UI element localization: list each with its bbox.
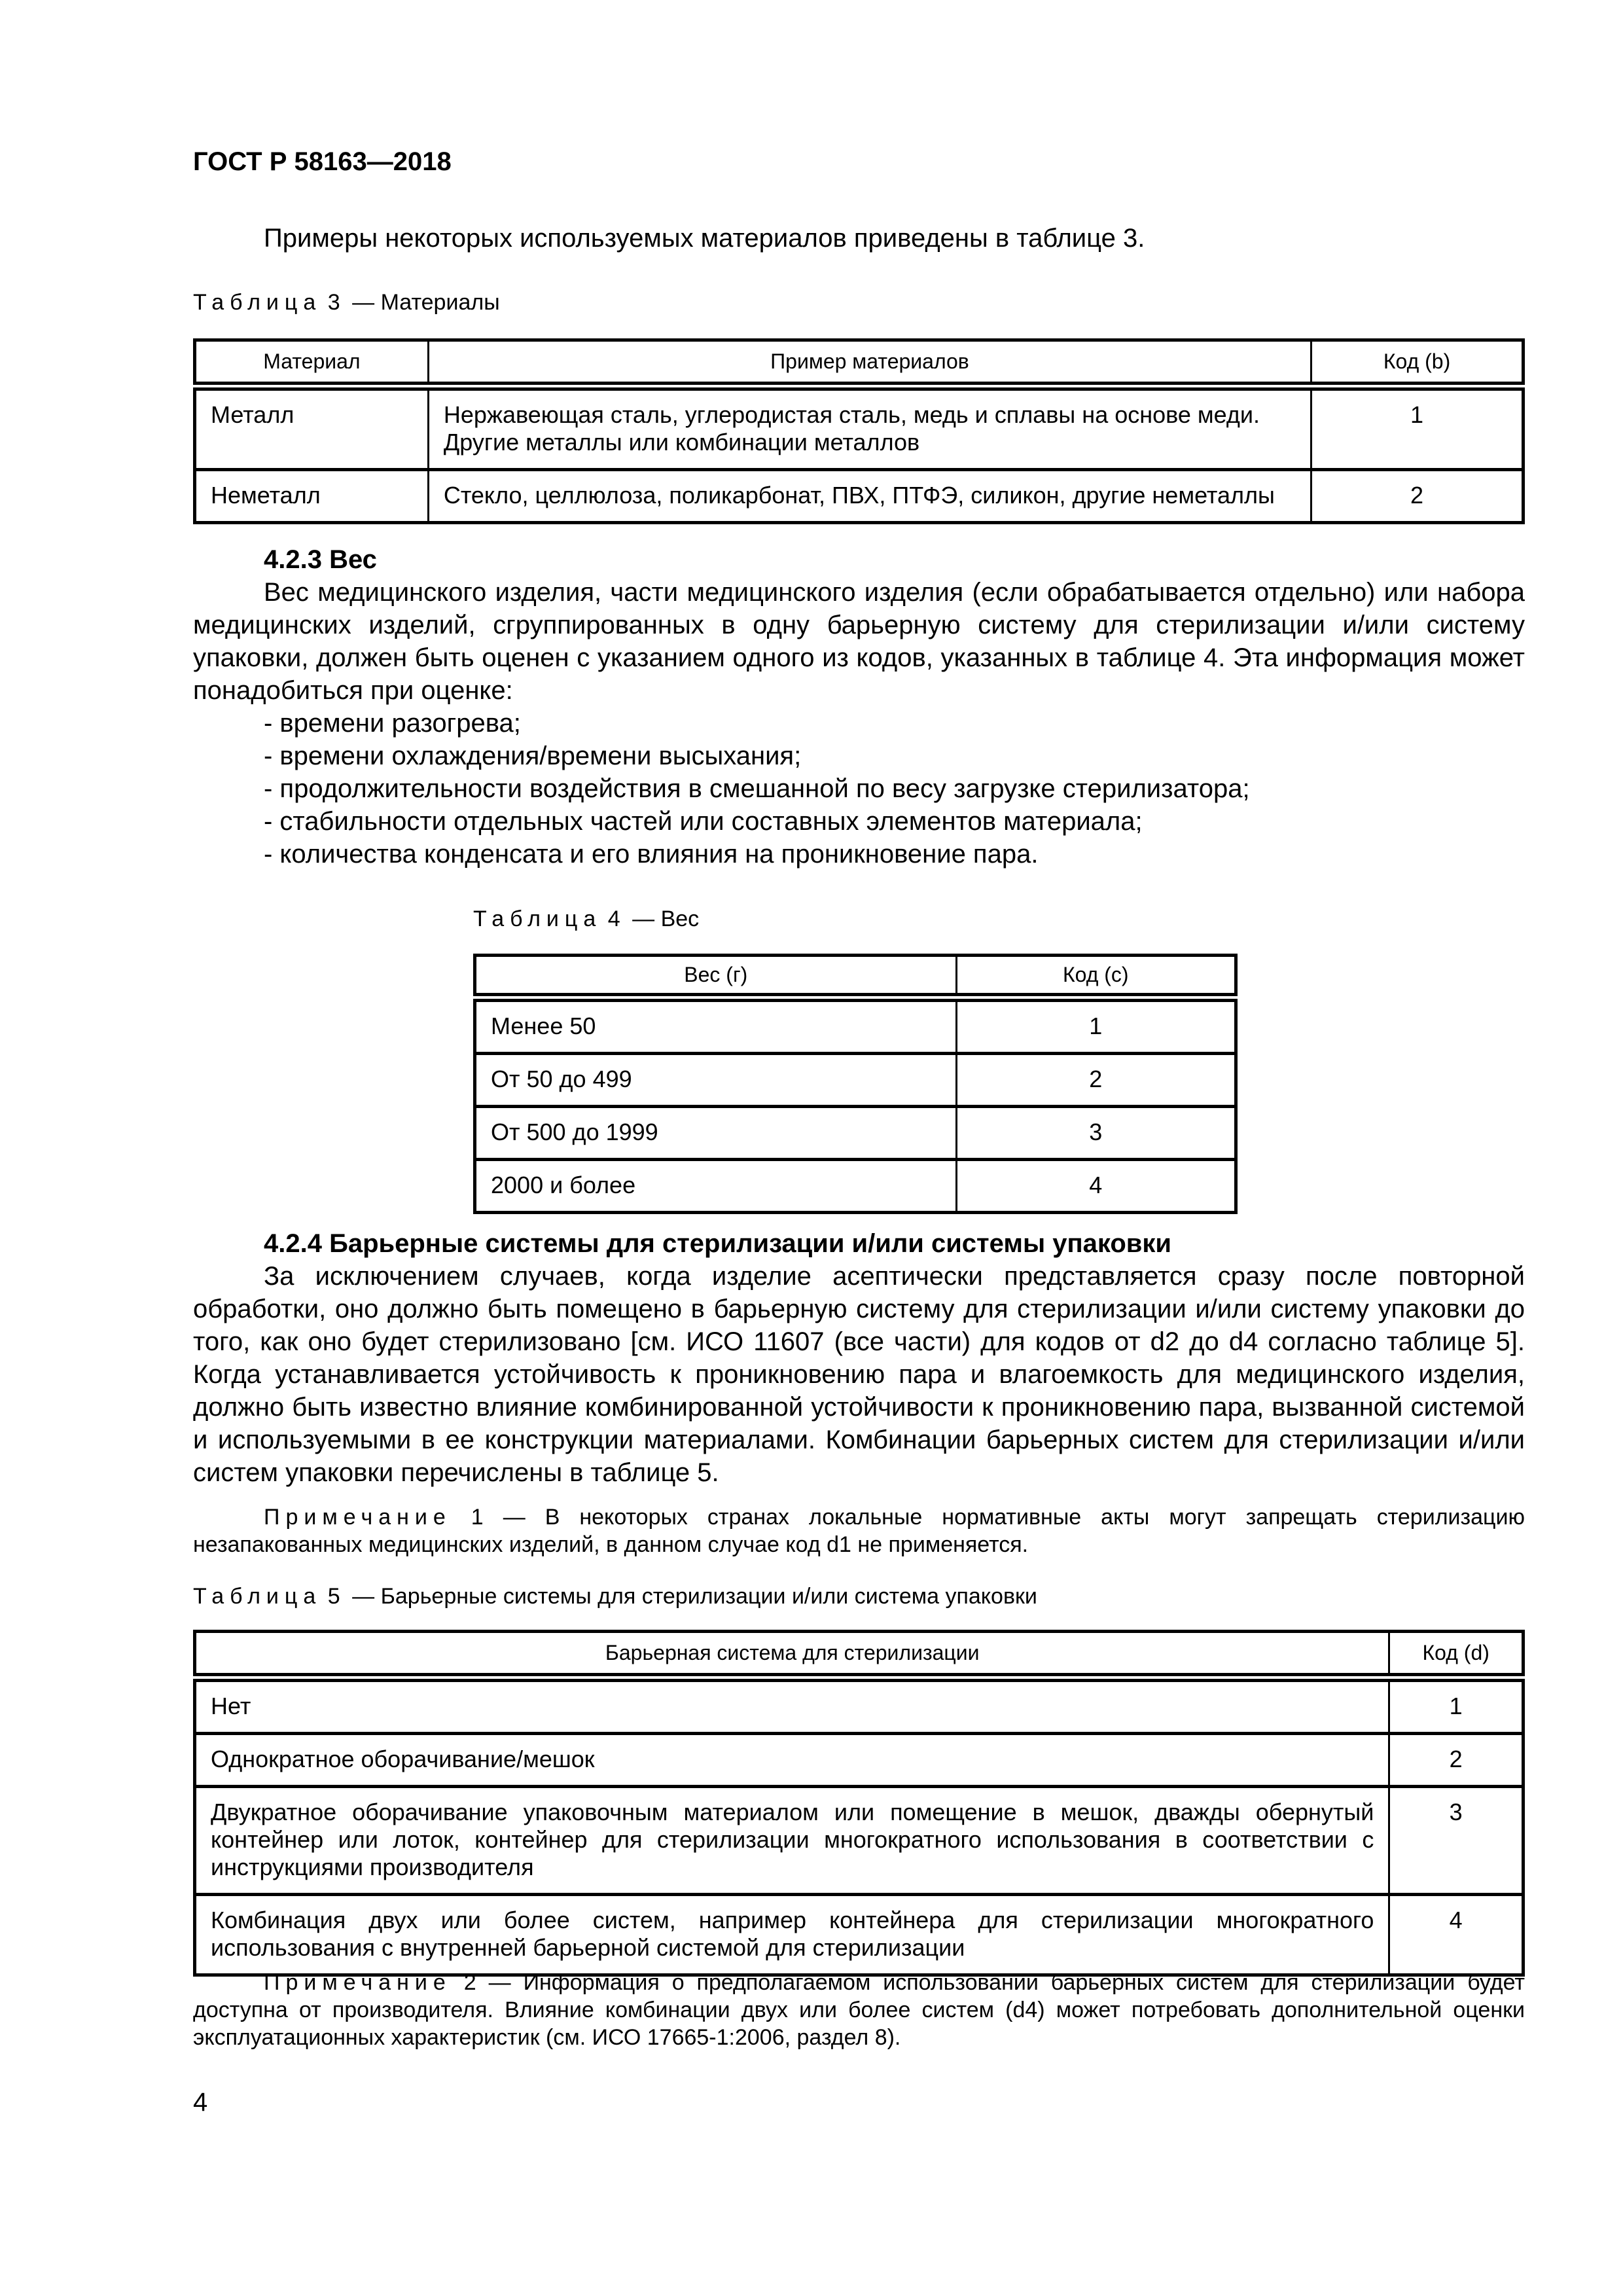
table-row bbox=[475, 997, 1236, 1054]
section-4-2-3-heading: 4.2.3 Вес bbox=[264, 545, 377, 574]
note-2-label: Примечание bbox=[264, 1970, 452, 1995]
table3-row2-examples: Стекло, целлюлоза, поликарбонат, ПВХ, ПТФЭ, силикон, другие неметаллы bbox=[428, 469, 1311, 522]
table-row bbox=[475, 1053, 1236, 1106]
table5-barrier-systems bbox=[193, 1630, 1525, 1977]
table3-col-examples: Пример материалов bbox=[428, 340, 1311, 386]
intro-text: Примеры некоторых используемых материалов приведены в таблице 3. bbox=[264, 224, 1145, 253]
list-item: - продолжительности воздействия в смешанной по весу загрузке стерилизатора; bbox=[264, 774, 1250, 803]
table5-row4-system: Комбинация двух или более систем, например контейнера для стерилизации многократного использования с внутренней барьерной системой для стерилизации bbox=[195, 1894, 1389, 1975]
table-row bbox=[195, 1733, 1524, 1786]
table5-row2-system: Однократное оборачивание/мешок bbox=[195, 1733, 1389, 1786]
table3-row1-material: Металл bbox=[195, 386, 429, 470]
note-1 bbox=[193, 1503, 1525, 1558]
table5-row2-code: 2 bbox=[1389, 1733, 1524, 1786]
table5-caption-prefix: Таблица bbox=[193, 1584, 322, 1609]
table5-caption bbox=[193, 1584, 1037, 1609]
table4-caption bbox=[473, 906, 699, 932]
table4-weight bbox=[473, 954, 1238, 1214]
table5-row3-system: Двукратное оборачивание упаковочным материалом или помещение в мешок, дважды обернутый контейнер или лоток, контейнер для стерилизации многократного использования в соответствии с инструкциями производителя bbox=[195, 1786, 1389, 1894]
table5-caption-number: 5 bbox=[327, 1584, 346, 1609]
table4-col-code: Код (c) bbox=[956, 956, 1236, 997]
table4-row2-weight: От 50 до 499 bbox=[475, 1053, 957, 1106]
table3-col-material: Материал bbox=[195, 340, 429, 386]
table-row bbox=[195, 1677, 1524, 1734]
table3-header-row bbox=[195, 340, 1524, 386]
table3-col-code: Код (b) bbox=[1311, 340, 1524, 386]
list-item: - стабильности отдельных частей или составных элементов материала; bbox=[264, 807, 1143, 836]
table5-col-system: Барьерная система для стерилизации bbox=[195, 1632, 1389, 1677]
table4-row1-weight: Менее 50 bbox=[475, 997, 957, 1054]
standard-id-header: ГОСТ Р 58163—2018 bbox=[193, 147, 452, 176]
list-item: - времени охлаждения/времени высыхания; bbox=[264, 742, 802, 770]
note-2 bbox=[193, 1969, 1525, 2051]
table4-caption-title: — Вес bbox=[632, 906, 700, 931]
table4-col-weight: Вес (г) bbox=[475, 956, 957, 997]
table3-caption-number: 3 bbox=[327, 290, 346, 315]
table-row bbox=[475, 1106, 1236, 1159]
table4-row4-code: 4 bbox=[956, 1159, 1236, 1212]
table4-header-row bbox=[475, 956, 1236, 997]
table3-materials bbox=[193, 338, 1525, 524]
table4-row2-code: 2 bbox=[956, 1053, 1236, 1106]
section-4-2-3-paragraph: Вес медицинского изделия, части медицинского изделия (если обрабатывается отдельно) или набора медицинских изделий, сгруппированных в одну барьерную систему для стерилизации и/или систему упаковки, должен быть оценен с указанием одного из кодов, указанных в таблице 4. Эта информация может понадобиться при оценке: bbox=[193, 578, 1525, 705]
note-2-number: 2 bbox=[463, 1970, 476, 1995]
section-4-2-4 bbox=[193, 1227, 1525, 1558]
table5-row1-code: 1 bbox=[1389, 1677, 1524, 1734]
table4-caption-number: 4 bbox=[607, 906, 626, 931]
table5-col-code: Код (d) bbox=[1389, 1632, 1524, 1677]
table4-row4-weight: 2000 и более bbox=[475, 1159, 957, 1212]
table3-row2-material: Неметалл bbox=[195, 469, 429, 522]
page-number: 4 bbox=[193, 2088, 208, 2117]
table4-row3-weight: От 500 до 1999 bbox=[475, 1106, 957, 1159]
table4-caption-prefix: Таблица bbox=[473, 906, 602, 931]
list-item: - времени разогрева; bbox=[264, 709, 521, 738]
table4-row3-code: 3 bbox=[956, 1106, 1236, 1159]
table3-row2-code: 2 bbox=[1311, 469, 1524, 522]
note-1-label: Примечание bbox=[264, 1505, 452, 1530]
table-row bbox=[195, 469, 1524, 522]
section-4-2-4-heading: 4.2.4 Барьерные системы для стерилизации и/или системы упаковки bbox=[264, 1229, 1171, 1258]
section-4-2-4-paragraph: За исключением случаев, когда изделие асептически представляется сразу после повторной обработки, оно должно быть помещено в барьерную систему для стерилизации и/или систему упаковки до того, как оно будет стерилизовано [см. ИСО 11607 (все части) для кодов от d2 до d4 согласно таблице 5]. Когда устанавливается устойчивость к проникновению пара и влагоемкость для медицинского изделия, должно быть известно влияние комбинированной устойчивости к проникновению пара, вызванной системой и используемыми в ее конструкции материалами. Комбинации барьерных систем для стерилизации и/или систем упаковки перечислены в таблице 5. bbox=[193, 1262, 1525, 1487]
table3-caption-prefix: Таблица bbox=[193, 290, 322, 315]
table-row bbox=[195, 1894, 1524, 1975]
table5-row3-code: 3 bbox=[1389, 1786, 1524, 1894]
table5-row1-system: Нет bbox=[195, 1677, 1389, 1734]
table4-row1-code: 1 bbox=[956, 997, 1236, 1054]
table5-row4-code: 4 bbox=[1389, 1894, 1524, 1975]
section-4-2-3 bbox=[193, 543, 1525, 870]
table5-caption-title: — Барьерные системы для стерилизации и/или система упаковки bbox=[352, 1584, 1037, 1609]
note-1-number: 1 bbox=[471, 1505, 484, 1530]
table3-row1-examples: Нержавеющая сталь, углеродистая сталь, медь и сплавы на основе меди. Другие металлы или комбинации металлов bbox=[428, 386, 1311, 470]
table-row bbox=[475, 1159, 1236, 1212]
table3-caption bbox=[193, 290, 500, 315]
table-row bbox=[195, 386, 1524, 470]
table3-caption-title: — Материалы bbox=[352, 290, 500, 315]
table5-header-row bbox=[195, 1632, 1524, 1677]
note-2-text: — Информация о предполагаемом использовании барьерных систем для стерилизации будет доступна от производителя. Влияние комбинации двух или более систем (d4) может потребовать дополнительной оценки эксплуатационных характеристик (см. ИСО 17665-1:2006, раздел 8). bbox=[193, 1970, 1525, 2050]
list-item: - количества конденсата и его влияния на проникновение пара. bbox=[264, 840, 1039, 869]
table3-row1-code: 1 bbox=[1311, 386, 1524, 470]
note-1-text: — В некоторых странах локальные нормативные акты могут запрещать стерилизацию незапакованных медицинских изделий, в данном случае код d1 не применяется. bbox=[193, 1505, 1525, 1557]
table-row bbox=[195, 1786, 1524, 1894]
